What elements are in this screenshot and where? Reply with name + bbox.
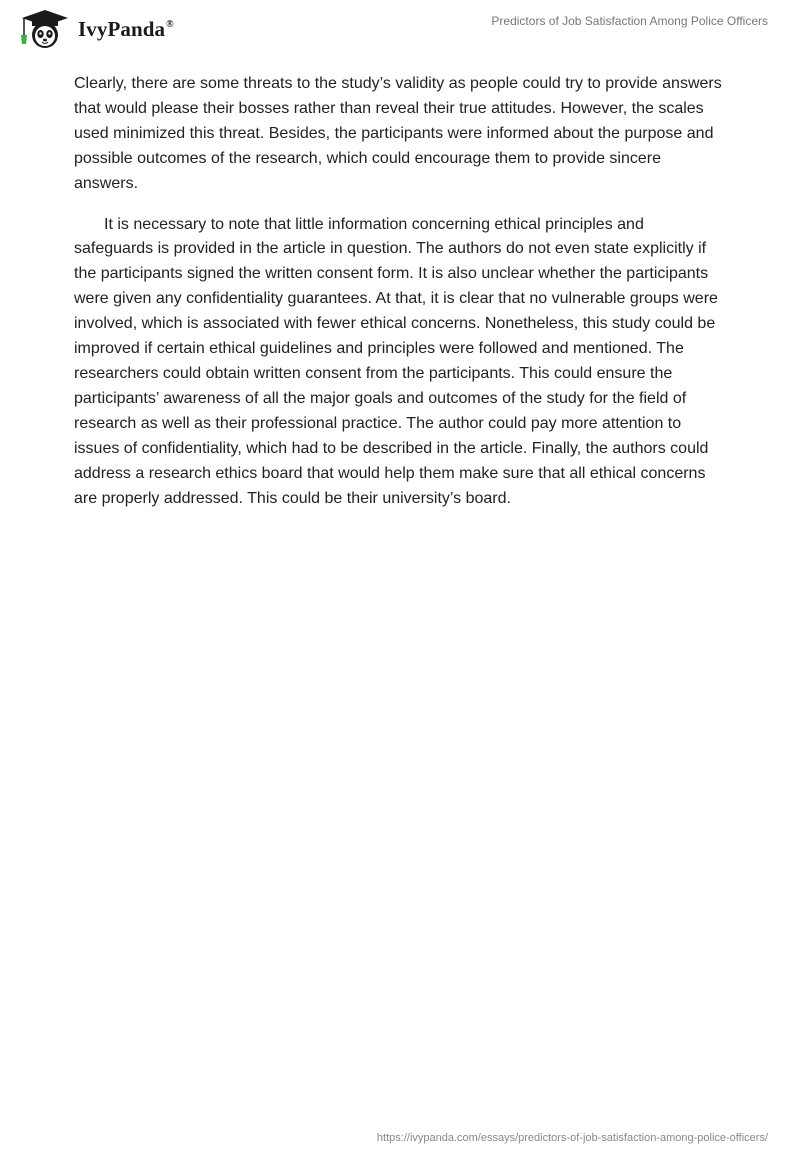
document-title: Predictors of Job Satisfaction Among Police Officers xyxy=(491,14,768,28)
paragraph: It is necessary to note that little information concerning ethical principles and safeguards is provided in the article in question. The authors do not even state explicitly if the participants signed the written consent form. It is also unclear whether the participants were given any confidentiality guarantees. At that, it is clear that no vulnerable groups were involved, which is associated with fewer ethical concerns. Nonetheless, this study could be improved if certain ethical guidelines and principles were followed and mentioned. The researchers could obtain written consent from the participants. This could ensure the participants’ awareness of all the major goals and outcomes of the study for the field of research as well as their professional practice. The author could pay more attention to issues of confidentiality, which had to be described in the article. Finally, the authors could address a research ethics board that would help them make sure that all ethical concerns are properly addressed. This could be their university’s board. xyxy=(74,215,718,507)
brand-name: IvyPanda® xyxy=(78,16,174,41)
brand-logo[interactable] xyxy=(14,8,174,50)
panda-graduate-icon xyxy=(14,8,76,50)
source-url[interactable]: https://ivypanda.com/essays/predictors-of-job-satisfaction-among-police-officers/ xyxy=(376,1132,768,1144)
essay-body xyxy=(74,72,726,527)
paragraph: Clearly, there are some threats to the study’s validity as people could try to provide answers that would please their bosses rather than reveal their true attitudes. However, the scales used minimized this threat. Besides, the participants were informed about the purpose and possible outcomes of the research, which could encourage them to provide sincere answers. xyxy=(74,75,722,192)
